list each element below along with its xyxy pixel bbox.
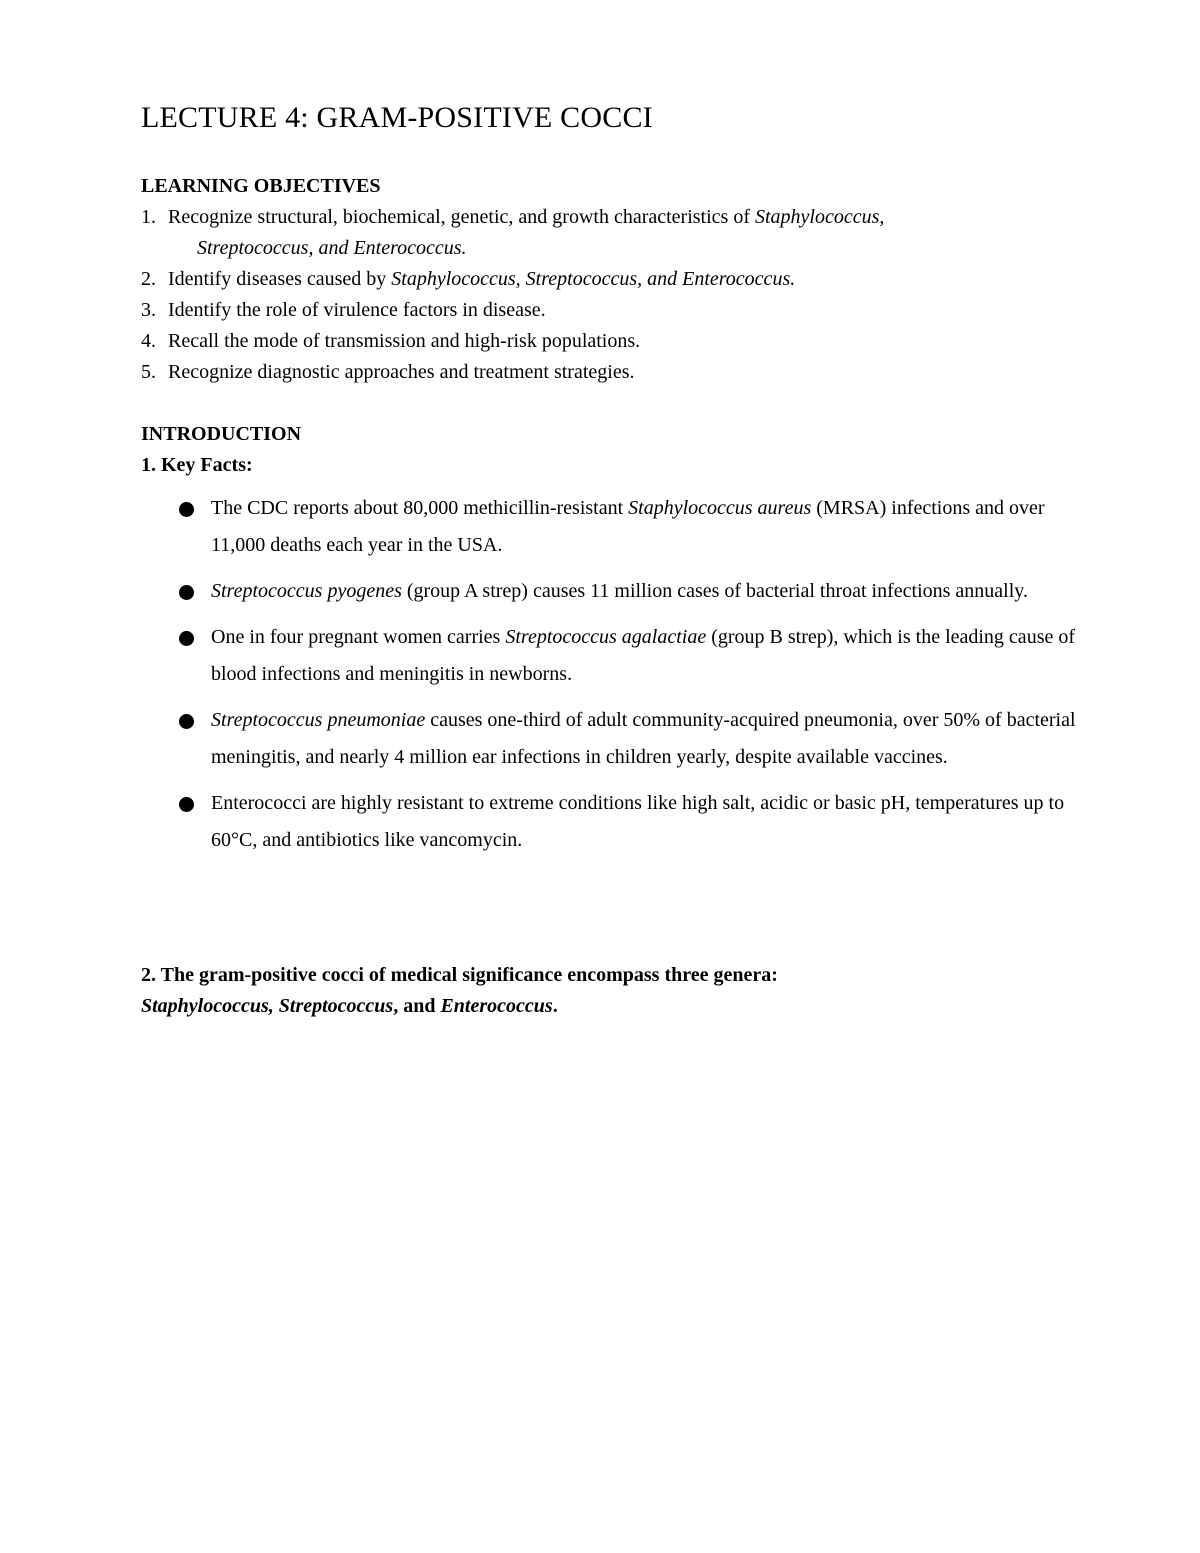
fact-item xyxy=(141,702,1101,776)
key-facts-heading: 1. Key Facts: xyxy=(141,454,253,476)
objective-italic: Staphylococcus, Streptococcus, and Enterococcus. xyxy=(391,268,796,290)
objectives-list xyxy=(141,202,1081,388)
objective-item xyxy=(141,264,1081,295)
bullet-icon xyxy=(179,585,194,600)
objective-italic: Staphylococcus, xyxy=(754,206,885,228)
fact-italic: Staphylococcus aureus xyxy=(628,497,812,519)
objective-number: 4. xyxy=(141,330,156,352)
genera-paragraph xyxy=(141,960,778,1022)
objective-number: 5. xyxy=(141,361,156,383)
objective-text: Identify the role of virulence factors in disease. xyxy=(168,299,546,321)
objective-text: Identify diseases caused by xyxy=(168,268,392,290)
fact-item xyxy=(141,490,1101,564)
objective-text: Recognize structural, biochemical, genetic, and growth characteristics of xyxy=(168,206,755,228)
objective-text: Recall the mode of transmission and high-risk populations. xyxy=(168,330,641,352)
genera-separator: , and xyxy=(393,995,441,1017)
genus-enterococcus: Enterococcus xyxy=(440,995,553,1017)
genera-heading: 2. The gram-positive cocci of medical significance encompass three genera: xyxy=(141,964,778,986)
fact-italic: Streptococcus pneumoniae xyxy=(211,709,426,731)
fact-item xyxy=(141,619,1101,693)
objective-text: Recognize diagnostic approaches and treatment strategies. xyxy=(168,361,635,383)
genus-streptococcus: Streptococcus xyxy=(278,995,394,1017)
fact-text: causes one-third of adult community-acquired pneumonia, over 50% of bacterial meningitis, and nearly 4 million ear infections in children yearly, despite available vaccines. xyxy=(211,709,1076,768)
fact-item xyxy=(141,785,1101,859)
fact-text: One in four pregnant women carries xyxy=(211,626,506,648)
fact-text: The CDC reports about 80,000 methicillin-resistant xyxy=(211,497,629,519)
introduction-heading: INTRODUCTION xyxy=(141,423,302,445)
fact-text: (group A strep) causes 11 million cases of bacterial throat infections annually. xyxy=(401,580,1028,602)
fact-item xyxy=(141,573,1101,610)
objective-number: 1. xyxy=(141,206,156,228)
bullet-icon xyxy=(179,797,194,812)
genera-list xyxy=(141,991,778,1022)
objective-number: 3. xyxy=(141,299,156,321)
bullet-icon xyxy=(179,714,194,729)
objective-item xyxy=(141,357,1081,388)
genera-end: . xyxy=(552,995,558,1017)
fact-text: (MRSA) infections and over 11,000 deaths each year in the USA. xyxy=(211,497,1045,556)
fact-italic: Streptococcus pyogenes xyxy=(211,580,402,602)
objective-item xyxy=(141,295,1081,326)
fact-text: Enterococci are highly resistant to extreme conditions like high salt, acidic or basic pH, temperatures up to 60°C, and antibiotics like vancomycin. xyxy=(211,792,1065,851)
genus-staphylococcus: Staphylococcus, xyxy=(141,995,274,1017)
page-title: LECTURE 4: GRAM-POSITIVE COCCI xyxy=(141,101,653,134)
objective-continuation: Streptococcus, and Enterococcus. xyxy=(197,237,467,259)
objective-item xyxy=(141,326,1081,357)
objective-item xyxy=(141,202,1081,264)
bullet-icon xyxy=(179,502,194,517)
fact-italic: Streptococcus agalactiae xyxy=(505,626,707,648)
key-facts-list xyxy=(141,490,1101,868)
bullet-icon xyxy=(179,631,194,646)
learning-objectives-heading: LEARNING OBJECTIVES xyxy=(141,175,381,197)
objective-number: 2. xyxy=(141,268,156,290)
fact-text: (group B strep), which is the leading cause of blood infections and meningitis in newborns. xyxy=(211,626,1076,685)
